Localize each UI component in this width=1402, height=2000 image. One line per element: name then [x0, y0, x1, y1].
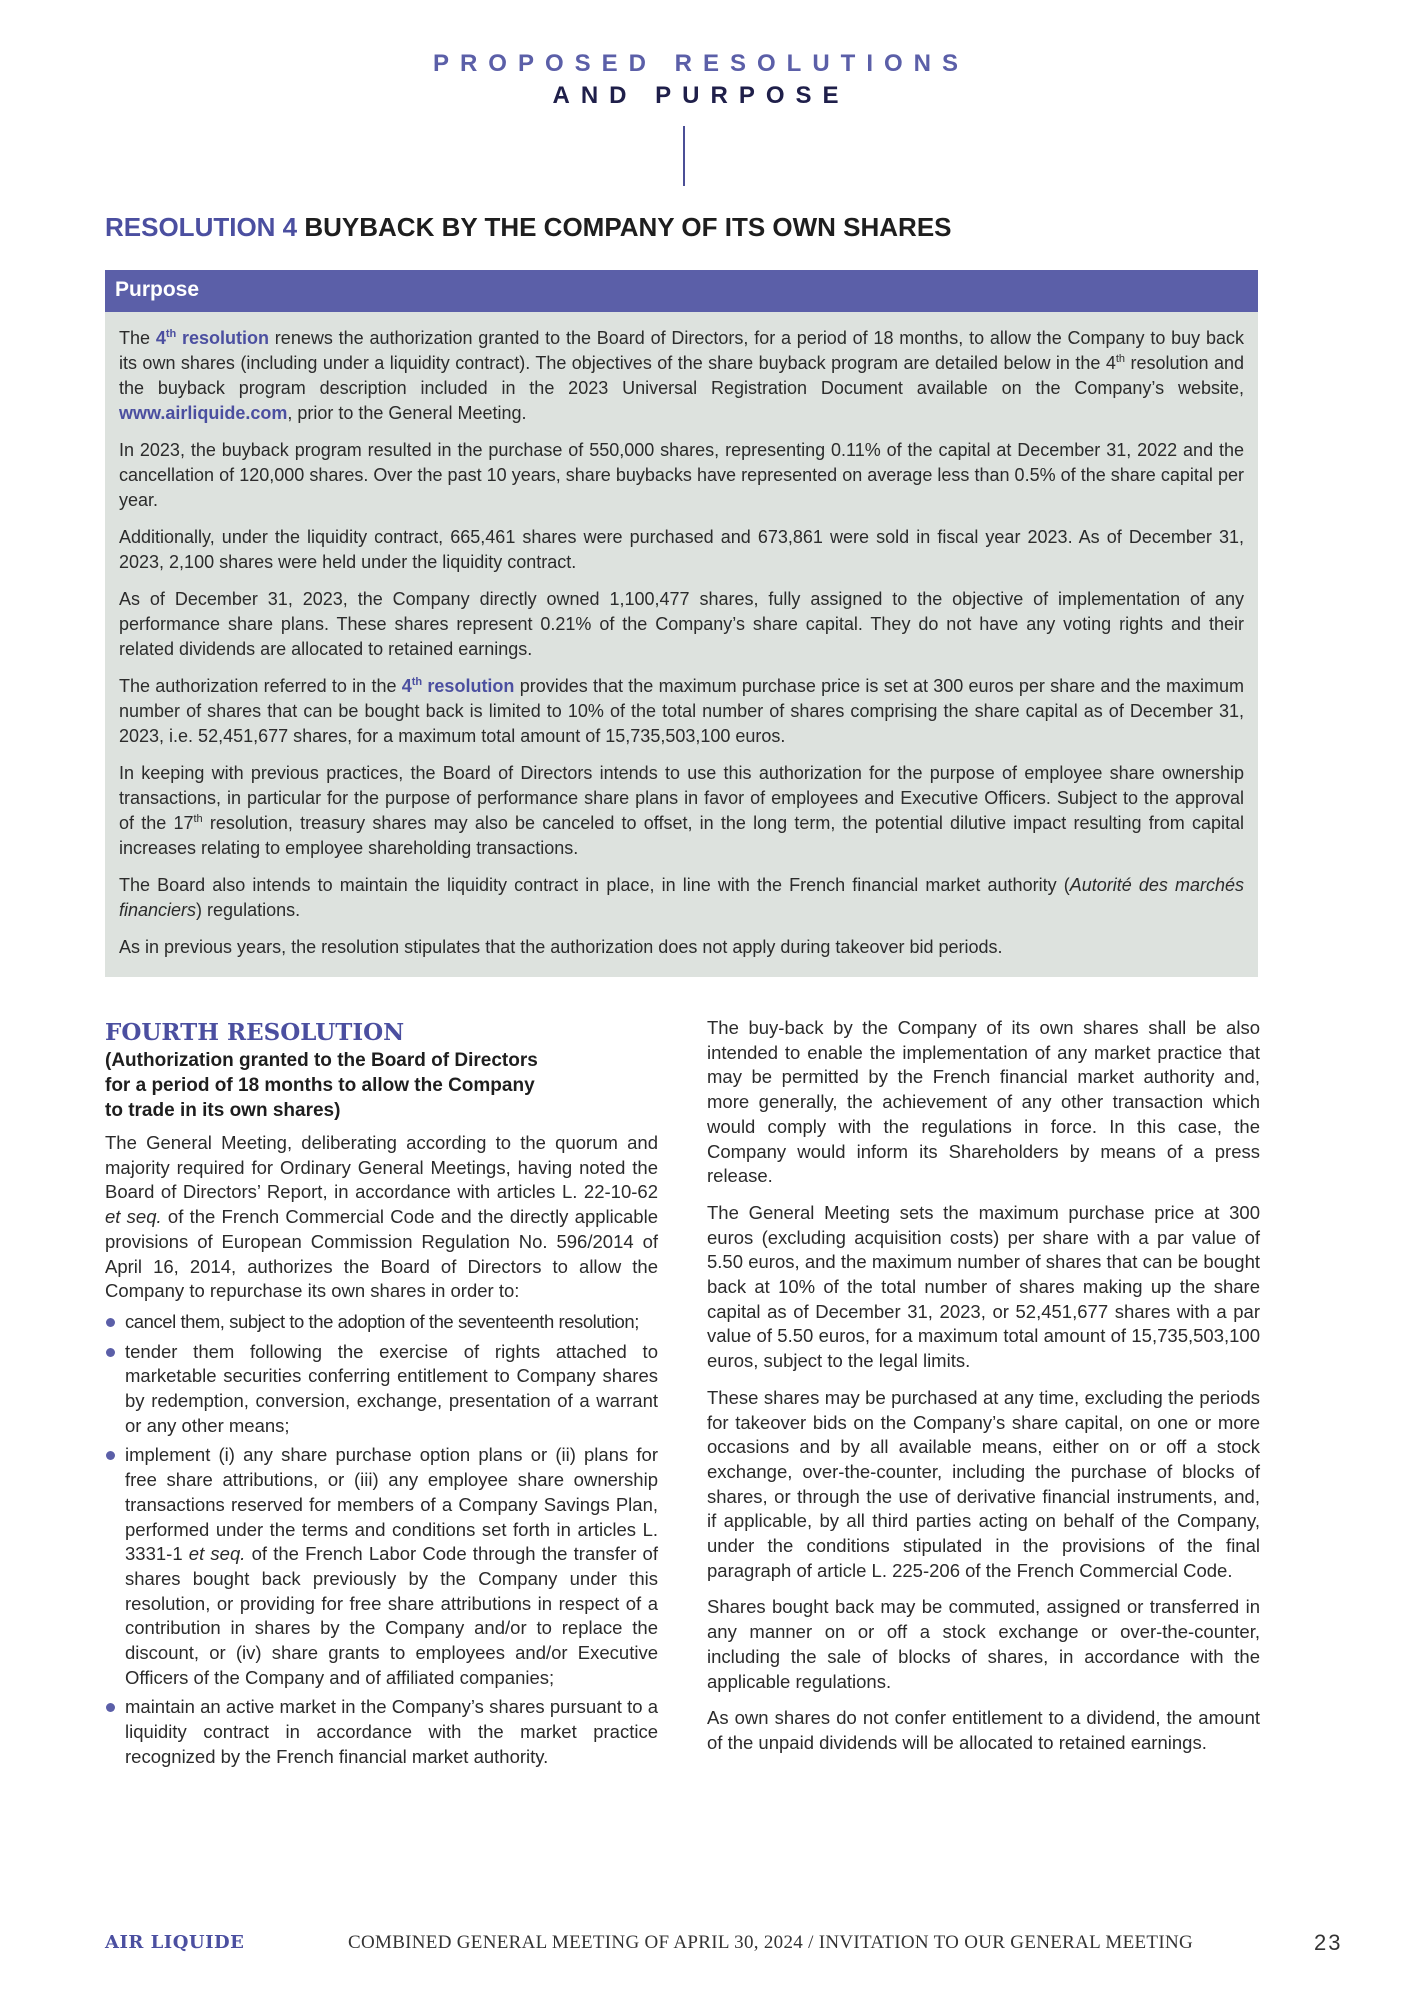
footer-brand: AIR LIQUIDE	[105, 1932, 245, 1953]
bullet-icon	[106, 1451, 115, 1460]
right-paragraph-3: These shares may be purchased at any time, excluding the periods for takeover bids on the Company’s share capital, on one or more occasions and by all available means, either on or off a stock exchange, over-the-counter, including the purchase of blocks of shares, or through the use of derivative financial instruments, and, if applicable, by all third parties acting on behalf of the Company, under the conditions stipulated in the provisions of the final paragraph of article L. 225-206 of the French Commercial Code.	[707, 1386, 1260, 1581]
left-column	[105, 1018, 658, 1775]
section-header-line2: AND PURPOSE	[552, 82, 850, 109]
page-number: 23	[1314, 1930, 1343, 1955]
right-paragraph-1: The buy-back by the Company of its own shares shall be also intended to enable the implementation of any market practice that may be permitted by the French financial market authority and, more generally, the achievement of any other transaction which would comply with the regulations in force. In this case, the Company would inform its Shareholders by means of a press release.	[707, 1017, 1260, 1187]
purpose-paragraph-8: As in previous years, the resolution stipulates that the authorization does not apply during takeover bid periods.	[119, 937, 1003, 957]
list-item: implement (i) any share purchase option plans or (ii) plans for free share attributions, or (iii) any employee share ownership transactions reserved for members of a Company Savings Plan, performed under the terms and conditions set forth in articles L. 3331-1 et seq. of the French Labor Code through the transfer of shares bought back previously by the Company under this resolution, or providing for free share attributions in respect of a contribution in shares by the Company and/or to replace the discount, or (iv) share grants to employees and/or Executive Officers of the Company and of affiliated companies;	[105, 1443, 658, 1690]
bullet-icon	[106, 1348, 115, 1357]
list-item: maintain an active market in the Company’s shares pursuant to a liquidity contract in accordance with the market practice recognized by the French financial market authority.	[105, 1695, 658, 1769]
resolution-title	[105, 212, 952, 243]
right-column	[707, 1016, 1260, 1768]
right-paragraph-5: As own shares do not confer entitlement to a dividend, the amount of the unpaid dividends will be allocated to retained earnings.	[707, 1707, 1260, 1753]
right-paragraph-4: Shares bought back may be commuted, assigned or transferred in any manner on or off a stock exchange or over-the-counter, including the sale of blocks of shares, in accordance with the applicable regulations.	[707, 1596, 1260, 1692]
purpose-paragraph-7: The Board also intends to maintain the liquidity contract in place, in line with the French financial market authority (Autorité des marchés financiers) regulations.	[119, 875, 1244, 920]
resolution-number: RESOLUTION 4	[105, 212, 298, 242]
resolution-reference: 4th resolution	[401, 676, 515, 696]
purpose-box	[105, 312, 1258, 977]
bullet-icon	[106, 1318, 115, 1327]
right-paragraph-2: The General Meeting sets the maximum purchase price at 300 euros (excluding acquisition costs) per share with a par value of 5.50 euros, and the maximum number of shares that can be bought back at 10% of the total number of shares making up the share capital as of December 31, 2023, or 52,451,677 shares with a par value of 5.50 euros, for a maximum total amount of 15,735,503,100 euros, subject to the legal limits.	[707, 1201, 1260, 1372]
bullet-icon	[106, 1703, 115, 1712]
resolution-intro: The General Meeting, deliberating according to the quorum and majority required for Ordinary General Meetings, having noted the Board of Directors’ Report, in accordance with articles L. 22-10-62 et seq. of the French Commercial Code and the directly applicable provisions of European Commission Regulation No. 596/2014 of April 16, 2014, authorizes the Board of Directors to allow the Company to repurchase its own shares in order to:	[105, 1132, 658, 1302]
list-item: tender them following the exercise of rights attached to marketable securities conferring entitlement to Company shares by redemption, conversion, exchange, presentation of a warrant or any other means;	[105, 1340, 658, 1439]
footer-text: COMBINED GENERAL MEETING OF APRIL 30, 2024 / INVITATION TO OUR GENERAL MEETING	[348, 1932, 1193, 1953]
purpose-header-bar	[105, 270, 1258, 312]
purpose-list	[105, 1310, 658, 1770]
purpose-paragraph-4: As of December 31, 2023, the Company directly owned 1,100,477 shares, fully assigned to the objective of implementation of any performance share plans. These shares represent 0.21% of the Company’s share capital. They do not have any voting rights and their related dividends are allocated to retained earnings.	[119, 589, 1244, 659]
section-header-line1: PROPOSED RESOLUTIONS	[432, 50, 970, 77]
purpose-heading: Purpose	[115, 278, 200, 301]
list-item: cancel them, subject to the adoption of the seventeenth resolution;	[105, 1310, 658, 1335]
purpose-paragraph-2: In 2023, the buyback program resulted in the purchase of 550,000 shares, representing 0.11% of the capital at December 31, 2022 and the cancellation of 120,000 shares. Over the past 10 years, share buybacks have represented on average less than 0.5% of the share capital per year.	[119, 440, 1244, 510]
header-divider	[683, 126, 685, 186]
purpose-paragraph-3: Additionally, under the liquidity contract, 665,461 shares were purchased and 673,861 were sold in fiscal year 2023. As of December 31, 2023, 2,100 shares were held under the liquidity contract.	[119, 527, 1244, 572]
purpose-paragraph-6: In keeping with previous practices, the Board of Directors intends to use this authorization for the purpose of employee share ownership transactions, in particular for the purpose of performance share plans in favor of employees and Executive Officers. Subject to the approval of the 17th resolution, treasury shares may also be canceled to offset, in the long term, the potential dilutive impact resulting from capital increases relating to employee shareholding transactions.	[119, 763, 1245, 858]
fourth-resolution-subtitle: (Authorization granted to the Board of Directors for a period of 18 months to allow the Company to trade in its own shares)	[105, 1050, 538, 1121]
purpose-paragraph-5: The authorization referred to in the 4th resolution provides that the maximum purchase price is set at 300 euros per share and the maximum number of shares that can be bought back is limited to 10% of the total number of shares comprising the share capital as of December 31, 2023, i.e. 52,451,677 shares, for a maximum total amount of 15,735,503,100 euros.	[119, 676, 1244, 746]
website-link[interactable]: www.airliquide.com	[119, 403, 288, 423]
resolution-reference: 4th resolution	[155, 328, 270, 348]
fourth-resolution-title: FOURTH RESOLUTION	[105, 1019, 405, 1046]
purpose-paragraph-1: The 4th resolution renews the authorization granted to the Board of Directors, for a period of 18 months, to allow the Company to buy back its own shares (including under a liquidity contract). The objectives of the share buyback program are detailed below in the 4th resolution and the buyback program description included in the 2023 Universal Registration Document available on the Company’s website, www.airliquide.com, prior to the General Meeting.	[119, 328, 1244, 423]
resolution-title-text: BUYBACK BY THE COMPANY OF ITS OWN SHARES	[297, 212, 952, 242]
